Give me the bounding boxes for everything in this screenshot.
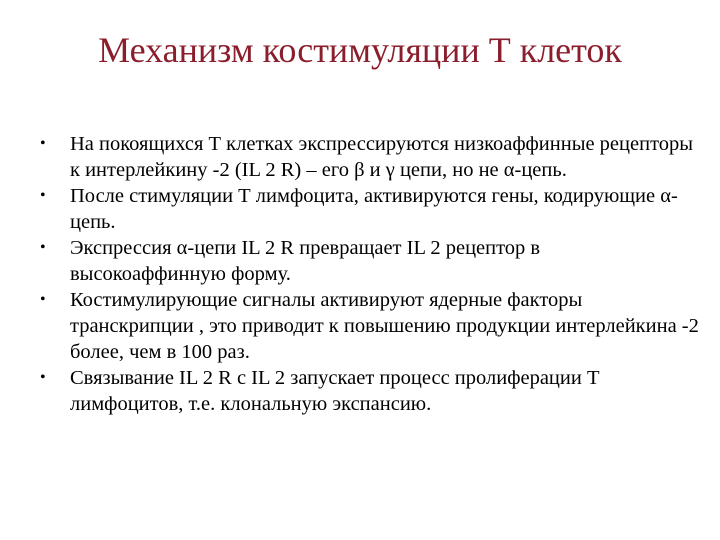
bullet-list [40,131,700,417]
bullet-marker: • [40,187,46,204]
bullet-text: Экспрессия α-цепи IL 2 R превращает IL 2 рецептор в высокоаффинную форму. [70,237,541,285]
bullet-item-2 [40,183,700,235]
bullet-item-3 [40,235,700,287]
bullet-item-1 [40,131,700,183]
bullet-item-4 [40,287,700,365]
bullet-marker: • [40,135,46,152]
bullet-marker: • [40,369,46,386]
bullet-item-5 [40,365,700,417]
bullet-text: Связывание IL 2 R с IL 2 запускает процесс пролиферации Т лимфоцитов, т.е. клональную экспансию. [70,367,600,415]
bullet-text: После стимуляции Т лимфоцита, активируются гены, кодирующие α-цепь. [70,185,678,233]
bullet-marker: • [40,239,46,256]
bullet-text: На покоящихся Т клетках экспрессируются низкоаффинные рецепторы к интерлейкину -2 (IL 2 R) – его β и γ цепи, но не α-цепь. [70,133,694,181]
bullet-text: Костимулирующие сигналы активируют ядерные факторы транскрипции , это приводит к повышению продукции интерлейкина -2 более, чем в 100 раз. [70,289,699,363]
slide-title: Механизм костимуляции Т клеток [98,30,622,70]
bullet-marker: • [40,291,46,308]
